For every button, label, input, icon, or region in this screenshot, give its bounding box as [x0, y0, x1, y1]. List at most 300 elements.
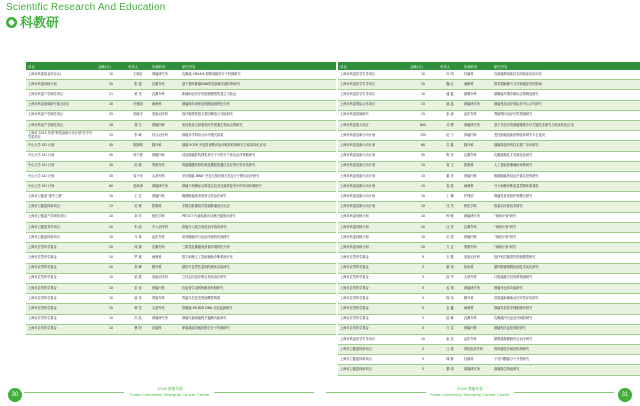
cell-amount: 15	[408, 110, 438, 120]
cell-leader: 何 静	[126, 243, 150, 253]
cell-leader: 田 甜	[438, 233, 462, 243]
cell-content: 立体定向放疗联合免疫治疗研究	[180, 273, 336, 283]
cell-content: 子宫内膜癌分子分型研究	[492, 355, 640, 365]
cell-amount: 5	[408, 304, 438, 314]
cell-leader: 金 鑫	[438, 304, 462, 314]
table-row	[26, 90, 336, 100]
cell-dept: 肿瘤研究所	[462, 283, 492, 293]
col-header-amount: 金额(万)	[408, 62, 438, 70]
cell-dept: 放射治疗科	[462, 253, 492, 263]
col-header-amount: 金额(万)	[96, 62, 126, 70]
table-row	[26, 314, 336, 324]
cell-content: 恶性肿瘤创新药物临床研究平台建设	[492, 131, 640, 141]
footer-label-left	[130, 386, 210, 397]
cell-amount: 10	[408, 80, 438, 90]
cell-leader: 郭晓平	[126, 110, 150, 120]
cell-content: "扬帆计划"研究	[492, 222, 640, 232]
cell-dept: 影像科	[150, 202, 180, 212]
cell-amount: 5	[408, 324, 438, 334]
cell-dept: 肿瘤内科	[462, 171, 492, 181]
cell-content: 肿瘤免疫治疗国际多中心合作研究	[492, 100, 640, 110]
cell-leader: 黄 亮	[126, 90, 150, 100]
cell-amount: 20	[96, 80, 126, 90]
cell-amount: 10	[408, 233, 438, 243]
cell-dept: 肿瘤内科	[150, 151, 180, 161]
cell-content: "扬帆计划"研究	[492, 212, 640, 222]
cell-dept: 头颈外科	[150, 304, 180, 314]
cell-amount: 10	[96, 263, 126, 273]
cell-content: 人工智能影像辅助诊断研究	[492, 161, 640, 171]
table-row	[26, 161, 336, 171]
table-row	[338, 131, 640, 141]
table-header-row	[338, 62, 640, 70]
section-title-cn	[6, 12, 59, 31]
cell-amount: 45	[96, 151, 126, 161]
cell-content: 鼻咽癌 EB 病毒 DNA 动态监测研究	[180, 304, 336, 314]
cell-project: 上海市自然科学基金	[338, 253, 408, 263]
table-row	[338, 192, 640, 202]
cell-content: 放疗敏感性相关基因筛选与功能研究	[180, 110, 336, 120]
cell-dept: 介入治疗科	[150, 222, 180, 232]
cell-project: 上海市自然科学基金	[338, 324, 408, 334]
cell-project: 上海市自然科学基金	[338, 263, 408, 273]
cell-dept: 妇瘤科	[462, 355, 492, 365]
table-row	[26, 212, 336, 222]
cell-project: 上海市科委扬帆计划	[26, 80, 96, 90]
cell-content: 骨肉瘤化疗耐药机制研究	[492, 345, 640, 355]
table-row	[26, 243, 336, 253]
cell-project: 上海市自然科学基金	[26, 253, 96, 263]
cell-amount: 10	[96, 212, 126, 222]
cell-project: 上海市自然科学基金	[338, 283, 408, 293]
cell-content: 免疫检查点抑制剂疗效预测生物标志物研究	[180, 120, 336, 130]
cell-dept: 肿瘤内科	[462, 324, 492, 334]
cell-content: 甲状腺癌 BRAF 突变与预后相关性及分子靶向治疗研究	[180, 171, 336, 181]
cell-project: 上海市科委产学研医项目	[26, 120, 96, 130]
table-row	[338, 90, 640, 100]
table-row	[26, 80, 336, 90]
cell-leader: 马 林	[126, 233, 150, 243]
cell-amount: 10	[408, 70, 438, 80]
cell-amount: 5	[408, 283, 438, 293]
cell-project: 上海市卫健委科研项目	[338, 365, 408, 375]
page-number-left: 30	[8, 388, 22, 402]
cell-amount: 10	[96, 324, 126, 334]
cell-dept: 病理科	[150, 100, 180, 110]
cell-project: 上海市自然科学基金	[26, 324, 96, 334]
cell-project: 上海市自然科学基金	[338, 294, 408, 304]
table-row	[26, 222, 336, 232]
cell-project: 上海市自然科学基金	[338, 273, 408, 283]
cell-amount: 30	[408, 151, 438, 161]
cell-amount: 5	[408, 365, 438, 375]
cell-content: 肿瘤微生物组研究	[492, 365, 640, 375]
cell-leader: 白 雪	[438, 324, 462, 334]
cell-dept: 检验科	[462, 263, 492, 273]
cell-leader: 夏 雨	[438, 263, 462, 273]
cell-content: 肿瘤相关血栓预防研究	[492, 324, 640, 334]
cell-leader: 曹 阳	[126, 324, 150, 334]
cell-project: 上海市科委产学研医项目	[26, 90, 96, 100]
cell-project: 上海市卫健委科研项目	[338, 355, 408, 365]
cell-content: 分子病理诊断质量控制体系建设	[492, 182, 640, 192]
cell-project: 上海市卫健委科研项目	[26, 233, 96, 243]
cell-amount: 10	[408, 90, 438, 100]
cell-content: 三阴性乳腺癌免疫微环境特征分析	[180, 243, 336, 253]
cell-amount: 150	[408, 131, 438, 141]
cell-content: 晚期肿瘤患者营养支持治疗研究	[180, 192, 336, 202]
cell-leader: 方 正	[438, 243, 462, 253]
cell-amount: 10	[408, 222, 438, 232]
cell-project: 上海市科委创新行动计划	[338, 202, 408, 212]
cell-project: 上海市科委扬帆计划	[338, 212, 408, 222]
cell-project: 上海市自然科学基金	[26, 283, 96, 293]
cell-leader: 苏 磊	[438, 141, 462, 151]
cell-content: 晚期肺癌免疫治疗真实世界研究	[492, 171, 640, 181]
table-row	[26, 294, 336, 304]
cell-project: 上海市自然科学基金	[338, 314, 408, 324]
cell-dept: 乳腺外科	[150, 80, 180, 90]
cell-amount: 5	[408, 273, 438, 283]
section-title-cn-text: 科教研	[20, 16, 60, 31]
footer-label-right	[430, 386, 510, 397]
col-header-leader: 负责人	[126, 62, 150, 70]
cell-leader: 邵 华	[438, 273, 462, 283]
cell-leader: 熊 伟	[438, 294, 462, 304]
cell-content: 乳腺癌 CDK4/6 抑制剂耐药分子机制研究	[180, 70, 336, 80]
cell-dept: 肿瘤内科	[150, 192, 180, 202]
cell-amount: 15	[408, 161, 438, 171]
cell-project: 上海市科委创新行动计划	[338, 141, 408, 151]
cell-dept: 综合治疗科	[150, 131, 180, 141]
cell-amount: 10	[408, 243, 438, 253]
cell-content: 肿瘤多学科综合诊疗模式探索	[180, 131, 336, 141]
cell-content: 肾癌靶向治疗疗效预测研究	[492, 110, 640, 120]
cell-project: 上海市科委医学引导项目	[338, 80, 408, 90]
cell-dept: 影像科	[462, 161, 492, 171]
cell-project: 中山大学 SCI 计划	[26, 182, 96, 192]
cell-leader: 孟 琪	[438, 283, 462, 293]
cell-leader: 胡 宇	[126, 120, 150, 130]
table-row	[26, 192, 336, 202]
cell-dept: 麻醉科	[462, 80, 492, 90]
cell-amount: 45	[96, 161, 126, 171]
table-row	[338, 100, 640, 110]
cell-leader: 刘 洋	[126, 212, 150, 222]
cell-project: 上海市科委扬帆计划	[338, 222, 408, 232]
cell-content: 乳腺癌内分泌治疗耐药研究	[492, 314, 640, 324]
cell-dept: 胸外科	[150, 141, 180, 151]
table-row	[26, 233, 336, 243]
cell-leader: 许建明	[126, 100, 150, 110]
cell-project: 上海市科委国际合作项目	[338, 100, 408, 110]
cell-project: 中山大学 SCI 计划	[26, 151, 96, 161]
cell-content: 肺癌 EGFR 突变患者靶向治疗耐药机制研究与临床转化应用	[180, 141, 336, 151]
cell-dept: 病理科	[462, 182, 492, 192]
cell-leader: 彭 涛	[438, 110, 462, 120]
footer-divider-left-2	[214, 392, 314, 393]
right-page-table-container	[338, 62, 628, 376]
cell-leader: 周小华	[126, 171, 150, 181]
section-icon	[6, 17, 17, 28]
cell-dept: 乳腺外科	[462, 222, 492, 232]
table-row	[26, 263, 336, 273]
col-header-content: 研究内容	[180, 62, 336, 70]
cell-amount: 15	[408, 171, 438, 181]
cell-content: 肿瘤异质性单细胞测序研究	[492, 304, 640, 314]
cell-content: 胃癌术后复发预测模型构建	[180, 294, 336, 304]
cell-leader: 任 杰	[438, 202, 462, 212]
table-row	[338, 70, 640, 80]
cell-project: 上海市科委医学引导项目	[338, 90, 408, 100]
cell-leader: 袁 波	[438, 182, 462, 192]
cell-leader: 范 宁	[438, 131, 462, 141]
cell-amount: 10	[96, 314, 126, 324]
table-header-row	[26, 62, 336, 70]
cell-amount: 10	[96, 70, 126, 80]
cell-amount: 5	[408, 253, 438, 263]
cell-project: 上海市自然科学基金	[26, 294, 96, 304]
cell-leader: 梁 晨	[126, 273, 150, 283]
table-row	[26, 110, 336, 120]
table-row	[338, 233, 640, 243]
cell-dept: 肿瘤内科	[462, 233, 492, 243]
cell-amount: 10	[408, 212, 438, 222]
cell-project: 上海市卫健委青年项目	[26, 222, 96, 232]
cell-project: 上海市自然科学基金	[338, 304, 408, 314]
table-row	[26, 182, 336, 192]
cell-amount: 60	[96, 182, 126, 192]
cell-content: 新辅助治疗疗效预测模型的建立与验证	[180, 90, 336, 100]
cell-leader: 孙 敏	[126, 161, 150, 171]
cell-project: 上海市科委基础研究	[338, 110, 408, 120]
cell-leader: 崔 浩	[438, 334, 462, 344]
cell-leader: 潘 磊	[438, 90, 462, 100]
cell-leader: 赵海涛	[126, 182, 150, 192]
cell-content: 肿瘤外泌体功能研究	[492, 283, 640, 293]
cell-project: 上海市科委创新行动计划	[338, 161, 408, 171]
cell-content: 肺癌微创外科技术推广应用研究	[492, 141, 640, 151]
cell-leader: 李 峰	[126, 131, 150, 141]
cell-dept: 护理部	[462, 192, 492, 202]
cell-content: 胃癌腹膜转移机制及腹腔热灌注化疗的疗效评估研究	[180, 161, 336, 171]
table-row	[26, 324, 336, 334]
cell-leader: 黎 明	[438, 365, 462, 375]
table-row	[26, 141, 336, 151]
table-row	[338, 151, 640, 161]
cell-project: 上海市科委创新行动计划	[338, 131, 408, 141]
cell-amount: 60	[408, 141, 438, 151]
table-row	[26, 120, 336, 130]
cell-content: "扬帆计划"研究	[492, 243, 640, 253]
cell-leader: 董 亮	[438, 171, 462, 181]
cell-project: 上海市卫健委科研项目	[26, 202, 96, 212]
cell-leader: 王 宏	[126, 192, 150, 202]
table-row	[26, 171, 336, 181]
col-header-leader: 负责人	[438, 62, 462, 70]
table-row	[338, 243, 640, 253]
cell-content: 基于循环肿瘤DNA的乳腺癌早期诊断研究	[180, 80, 336, 90]
cell-content: 乳腺癌保乳手术规范化研究	[492, 151, 640, 161]
cell-leader: 谭 静	[438, 355, 462, 365]
cell-dept: 肿瘤研究所	[462, 212, 492, 222]
cell-dept: 乳腺外科	[462, 314, 492, 324]
cell-content: 食管癌新辅助治疗疗效评估研究	[492, 294, 640, 304]
footer-org-right: Fudan University Shanghai Cancer Center	[430, 392, 510, 397]
cell-leader: 冯 凯	[126, 314, 150, 324]
cell-project: 上海市科委创新行动计划	[338, 151, 408, 161]
cell-project: 上海市科委创新行动计划	[338, 171, 408, 181]
cell-dept: 放射治疗科	[150, 110, 180, 120]
table-row	[338, 355, 640, 365]
col-header-project: 项目	[338, 62, 408, 70]
cell-content: 肝癌介入联合免疫治疗临床研究	[180, 222, 336, 232]
cell-amount: 45	[96, 141, 126, 151]
footer-year-left: 2016 肿瘤年报	[156, 386, 184, 391]
table-row	[338, 304, 640, 314]
table-row	[338, 80, 640, 90]
cell-dept: 肿瘤研究所	[462, 365, 492, 375]
cell-dept: 肿瘤内科	[150, 283, 180, 293]
cell-dept: 肿瘤研究所	[462, 120, 492, 130]
cell-amount: 800	[408, 120, 438, 130]
cell-amount: 5	[408, 294, 438, 304]
cell-content: 循环肿瘤细胞检测技术优化研究	[492, 263, 640, 273]
cell-leader: 王晓红	[126, 70, 150, 80]
cell-amount: 10	[96, 283, 126, 293]
cell-project: 上海市科委医学引导项目	[338, 70, 408, 80]
table-row	[338, 182, 640, 192]
cell-leader: 钟 敏	[438, 212, 462, 222]
cell-dept: 泌尿外科	[462, 334, 492, 344]
cell-project: 上海市卫健委"重中之重"	[26, 192, 96, 202]
cell-content: 抗血管生成药物耐药机制研究	[180, 283, 336, 293]
cell-project: 上海市 2015 年度"科技创新行动计划"医学引导类项目	[26, 131, 96, 141]
table-row	[26, 70, 336, 80]
table-row	[338, 294, 640, 304]
table-row	[338, 345, 640, 355]
table-row	[338, 324, 640, 334]
cell-dept: 肿瘤内科	[462, 131, 492, 141]
cell-project: 上海市科委创新行动计划	[338, 192, 408, 202]
cell-leader: 宋 佳	[126, 283, 150, 293]
cell-leader: 程 芳	[438, 151, 462, 161]
cell-dept: 核医学科	[462, 202, 492, 212]
table-row	[26, 100, 336, 110]
cell-amount: 15	[408, 100, 438, 110]
cell-leader: 罗 斌	[126, 253, 150, 263]
section-title-en: Scientific Research And Education	[6, 2, 166, 13]
cell-content: 肿瘤干细胞标志物鉴定及其在耐药复发中的作用机制研究	[180, 182, 336, 192]
cell-dept: 胸外科	[462, 294, 492, 304]
footer-divider-right-2	[514, 392, 614, 393]
cell-amount: 45	[96, 171, 126, 181]
cell-dept: 头颈外科	[462, 273, 492, 283]
cell-content: 肿瘤代谢重编程关键酶功能研究	[180, 314, 336, 324]
cell-content: 核素治疗新技术研究	[492, 202, 640, 212]
cell-project: 上海市自然科学基金	[26, 273, 96, 283]
col-header-dept: 所属科室	[462, 62, 492, 70]
cell-dept: 放射治疗科	[150, 273, 180, 283]
table-row	[338, 141, 640, 151]
cell-leader: 姚 晶	[438, 100, 462, 110]
cell-amount: 10	[96, 294, 126, 304]
cell-project: 上海市科委重大项目	[338, 120, 408, 130]
cell-dept: 妇瘤科	[150, 324, 180, 334]
cell-content: 围术期麻醉方式对肿瘤复发的影响	[492, 80, 640, 90]
cell-dept: 妇瘤科	[462, 70, 492, 80]
cell-dept: 病理科	[150, 253, 180, 263]
cell-project: 上海市科委扬帆计划	[338, 243, 408, 253]
footer-divider-left	[24, 392, 124, 393]
cell-amount: 20	[96, 110, 126, 120]
cell-dept: 泌尿外科	[462, 110, 492, 120]
footer-year-right: 2016 肿瘤年报	[456, 386, 484, 391]
table-row	[338, 334, 640, 344]
cell-content: 数字病理人工智能辅助诊断系统开发	[180, 253, 336, 263]
cell-content: 肿瘤患者延续护理模式研究	[492, 192, 640, 202]
cell-project: 上海市自然科学基金	[26, 314, 96, 324]
cell-leader: 丁 琳	[438, 192, 462, 202]
table-row	[338, 161, 640, 171]
table-row	[338, 120, 640, 130]
cell-amount: 21	[96, 90, 126, 100]
left-page-table-container	[26, 62, 316, 335]
table-row	[338, 263, 640, 273]
cell-amount: 10	[96, 253, 126, 263]
table-row	[26, 131, 336, 141]
table-row	[338, 273, 640, 283]
table-row	[338, 171, 640, 181]
page-header	[0, 0, 640, 31]
cell-leader: 杨子豪	[126, 151, 150, 161]
cell-dept: 乳腺外科	[150, 90, 180, 100]
table-row	[26, 202, 336, 212]
cell-amount: 5	[408, 345, 438, 355]
cell-project: 上海市科委扬帆计划	[338, 233, 408, 243]
col-header-content: 研究内容	[492, 62, 640, 70]
footer-divider-right	[326, 392, 426, 393]
cell-amount: 10	[96, 243, 126, 253]
col-header-project: 项目	[26, 62, 96, 70]
cell-project: 上海市科委基金项目(1)	[26, 70, 96, 80]
cell-project: 上海市自然科学基金	[26, 263, 96, 273]
cell-dept: 胰腺外科	[462, 90, 492, 100]
cell-dept: 胃肠外科	[150, 294, 180, 304]
cell-leader: 朱 丽	[126, 222, 150, 232]
cell-project: 上海市卫健委科研项目	[338, 345, 408, 355]
cell-leader: 叶 明	[438, 70, 462, 80]
left-project-table	[26, 62, 336, 335]
cell-dept: 胸外科	[150, 263, 180, 273]
cell-leader: 石 磊	[438, 253, 462, 263]
cell-dept: 胃肠外科	[462, 243, 492, 253]
cell-content: 肿瘤微环境免疫细胞浸润特征分析	[180, 100, 336, 110]
cell-dept: 胃肠外科	[150, 161, 180, 171]
cell-amount: 10	[96, 233, 126, 243]
cell-dept: 乳腺外科	[462, 151, 492, 161]
cell-amount: 16	[96, 120, 126, 130]
cell-dept: 头颈外科	[150, 171, 180, 181]
cell-dept: 泌尿外科	[150, 233, 180, 243]
cell-project: 上海市科委产学研医项目	[26, 110, 96, 120]
cell-dept: 病理科	[462, 304, 492, 314]
cell-dept: 肿瘤研究所	[462, 100, 492, 110]
cell-content: "扬帆计划"研究	[492, 233, 640, 243]
cell-leader: 吴 敏	[126, 202, 150, 212]
cell-project: 中山大学 SCI 计划	[26, 161, 96, 171]
cell-content: 放疗相关肺损伤预测模型研究	[492, 253, 640, 263]
